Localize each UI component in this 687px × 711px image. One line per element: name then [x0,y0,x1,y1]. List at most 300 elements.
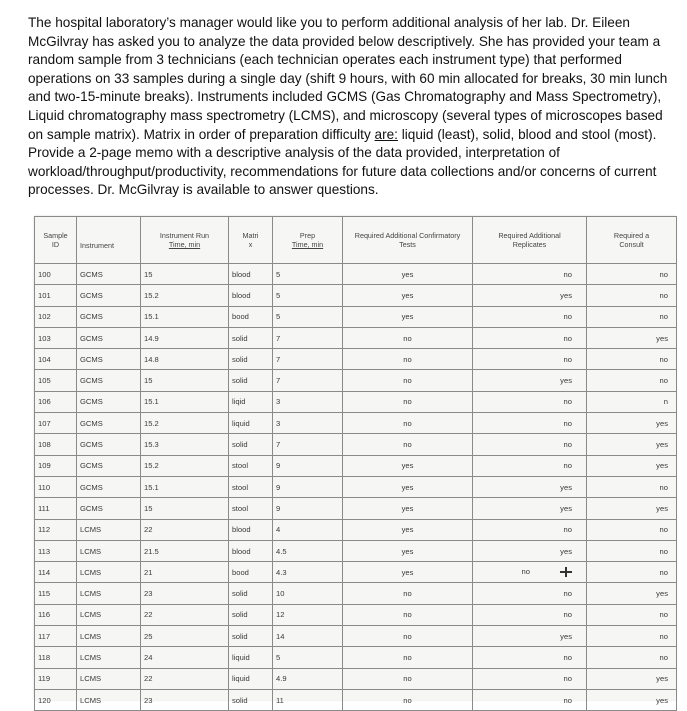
instrument-cell [77,689,141,710]
replicates-value: no [521,567,530,577]
confirmatory-tests-cell [343,434,473,455]
consult-cell [587,540,677,561]
matrix-cell [229,370,273,391]
prep-time-cell [273,264,343,285]
instrument-value: LCMS [80,567,102,577]
instrument-cell [77,264,141,285]
table-row [35,370,677,391]
replicates-value: no [563,333,572,343]
prep-time-value: 5 [276,312,281,322]
instructions-text-part1: The hospital laboratory’s manager would like you to perform additional analysis of her lab. Dr. Eileen McGilvray has asked you to analyze the data provided below descriptively. She has provided your team a random sample from 3 technicians (each technician operates each instrument type) that performed operations on 33 samples during a single day (shift 9 hours, with 60 min allocated for breaks, 30 min lunch and two-15-minute breaks). Instruments included GCMS (Gas Chromatography and Mass Spectrometry), Liquid chromatography mass spectrometry (LCMS), and microscopy (several types of microscopes based on sample matrix). Matrix in order of preparation difficulty [28,15,668,142]
replicates-cell [473,583,587,604]
sample-id-value: 118 [38,652,51,662]
confirmatory-tests-value: yes [401,290,414,300]
prep-time-cell [273,647,343,668]
run-time-cell [141,285,229,306]
table-row [35,306,677,327]
matrix-value: solid [232,376,248,386]
table-row [35,562,677,583]
confirmatory-tests-value: no [403,354,412,364]
instrument-value: LCMS [80,631,102,641]
run-time-cell [141,689,229,710]
matrix-cell [229,668,273,689]
run-time-cell [141,540,229,561]
instrument-value: GCMS [80,397,103,407]
replicates-value: no [563,589,572,599]
instrument-cell [77,349,141,370]
sample-id-value: 111 [38,503,50,513]
matrix-value: blood [232,269,251,279]
matrix-cell [229,689,273,710]
prep-time-value: 5 [276,652,281,662]
consult-value: n [663,397,668,407]
prep-time-cell [273,306,343,327]
prep-time-value: 7 [276,354,281,364]
consult-value: yes [656,674,668,684]
table-row [35,583,677,604]
table-row [35,327,677,348]
replicates-cell [473,626,587,647]
data-table [34,216,677,711]
replicates-cell [473,604,587,625]
sample-id-cell [35,370,77,391]
confirmatory-tests-cell [343,583,473,604]
consult-cell [587,583,677,604]
sample-id-cell [35,604,77,625]
run-time-value: 21.5 [144,546,159,556]
matrix-value: liquid [232,652,250,662]
instrument-value: LCMS [80,589,102,599]
confirmatory-tests-value: yes [401,546,414,556]
run-time-value: 25 [144,631,153,641]
sample-id-cell [35,647,77,668]
consult-value: no [659,567,668,577]
confirmatory-tests-value: no [403,418,412,428]
matrix-value: solid [232,695,248,705]
run-time-cell [141,519,229,540]
confirmatory-tests-value: no [403,674,412,684]
consult-cell [587,391,677,412]
prep-time-cell [273,626,343,647]
matrix-value: liqid [232,397,246,407]
instrument-value: LCMS [80,610,102,620]
confirmatory-tests-value: no [403,333,412,343]
consult-cell [587,519,677,540]
confirmatory-tests-cell [343,413,473,434]
table-row [35,285,677,306]
instrument-cell [77,413,141,434]
replicates-value: no [563,312,572,322]
matrix-cell [229,647,273,668]
consult-cell [587,604,677,625]
instrument-cell [77,476,141,497]
replicates-cell [473,689,587,710]
sample-id-cell [35,306,77,327]
consult-value: no [659,652,668,662]
replicates-value: no [563,674,572,684]
confirmatory-tests-cell [343,647,473,668]
instrument-value: LCMS [80,695,102,705]
run-time-value: 15.1 [144,397,159,407]
replicates-value: no [563,525,572,535]
sample-id-value: 110 [38,482,51,492]
prep-time-cell [273,476,343,497]
consult-cell [587,562,677,583]
replicates-value: no [563,695,572,705]
consult-cell [587,668,677,689]
matrix-cell [229,434,273,455]
run-time-value: 15.2 [144,461,159,471]
confirmatory-tests-cell [343,370,473,391]
replicates-value: no [563,610,572,620]
sample-id-cell [35,285,77,306]
instrument-value: GCMS [80,461,103,471]
consult-value: no [659,610,668,620]
confirmatory-tests-value: yes [401,567,414,577]
table-row [35,413,677,434]
replicates-value: yes [560,631,572,641]
sample-id-cell [35,264,77,285]
instrument-value: GCMS [80,354,103,364]
confirmatory-tests-cell [343,668,473,689]
sample-id-cell [35,519,77,540]
header-prep-time: Prep Time, min [273,217,343,264]
replicates-cell [473,264,587,285]
run-time-value: 15 [144,269,153,279]
sample-id-value: 112 [38,525,51,535]
sample-id-value: 109 [38,461,51,471]
instrument-value: LCMS [80,674,102,684]
sample-id-cell [35,413,77,434]
header-sample-id: Sample ID [35,217,77,264]
matrix-value: stool [232,461,249,471]
prep-time-value: 4 [276,525,281,535]
run-time-cell [141,306,229,327]
run-time-value: 24 [144,652,153,662]
prep-time-value: 9 [276,482,281,492]
run-time-cell [141,583,229,604]
sample-id-cell [35,626,77,647]
consult-value: yes [656,589,668,599]
replicates-cell [473,647,587,668]
instrument-value: GCMS [80,503,103,513]
run-time-cell [141,434,229,455]
instrument-cell [77,626,141,647]
run-time-cell [141,498,229,519]
replicates-value: no [563,440,572,450]
confirmatory-tests-value: yes [401,269,414,279]
confirmatory-tests-cell [343,455,473,476]
instrument-value: GCMS [80,290,103,300]
matrix-value: stool [232,482,249,492]
consult-value: yes [656,503,668,513]
table-row [35,647,677,668]
run-time-value: 15.2 [144,290,159,300]
instrument-cell [77,519,141,540]
sample-id-value: 101 [38,290,51,300]
confirmatory-tests-value: yes [401,312,414,322]
replicates-cell [473,391,587,412]
cursor-crosshair-icon [560,567,572,577]
instructions-text-part2: liquid (least), solid, blood and stool (most). Provide a 2-page memo with a descriptive analysis of the data provided, interpretation of workload/throughput/productivity, recommendations for future data collections and/or concerns of current processes. Dr. McGilvray is available to answer questions. [28,126,657,198]
instrument-cell [77,498,141,519]
confirmatory-tests-value: yes [401,482,414,492]
sample-id-cell [35,668,77,689]
instrument-value: GCMS [80,440,103,450]
instrument-cell [77,668,141,689]
instrument-cell [77,583,141,604]
sample-id-value: 113 [38,546,51,556]
run-time-value: 22 [144,674,153,684]
prep-time-value: 4.9 [276,674,287,684]
confirmatory-tests-cell [343,306,473,327]
header-run-time: Instrument Run Time, min [141,217,229,264]
confirmatory-tests-value: yes [401,503,414,513]
run-time-cell [141,647,229,668]
table-row [35,604,677,625]
header-matrix: Matri x [229,217,273,264]
matrix-cell [229,327,273,348]
prep-time-cell [273,668,343,689]
sample-id-value: 103 [38,333,51,343]
matrix-value: bood [232,312,249,322]
replicates-value: no [563,461,572,471]
replicates-value: yes [560,546,572,556]
header-confirmatory-tests: Required Additional Confirmatory Tests [343,217,473,264]
prep-time-value: 5 [276,290,281,300]
replicates-cell [473,519,587,540]
table-row [35,264,677,285]
prep-time-cell [273,413,343,434]
matrix-cell [229,519,273,540]
prep-time-cell [273,562,343,583]
replicates-cell [473,434,587,455]
replicates-cell [473,668,587,689]
instrument-cell [77,562,141,583]
matrix-value: blood [232,290,251,300]
consult-cell [587,264,677,285]
matrix-value: solid [232,440,248,450]
prep-time-value: 14 [276,631,285,641]
matrix-cell [229,583,273,604]
instrument-value: GCMS [80,312,103,322]
prep-time-cell [273,370,343,391]
confirmatory-tests-value: no [403,589,412,599]
sample-id-cell [35,689,77,710]
confirmatory-tests-cell [343,264,473,285]
sample-id-value: 108 [38,440,51,450]
confirmatory-tests-value: no [403,652,412,662]
table-row [35,349,677,370]
consult-value: no [659,546,668,556]
matrix-value: liquid [232,674,250,684]
header-consult: Required a Consult [587,217,677,264]
matrix-cell [229,498,273,519]
run-time-cell [141,626,229,647]
instrument-cell [77,434,141,455]
confirmatory-tests-value: yes [401,525,414,535]
prep-time-value: 5 [276,269,281,279]
replicates-value: no [563,652,572,662]
sample-id-cell [35,391,77,412]
instrument-cell [77,285,141,306]
consult-cell [587,434,677,455]
matrix-cell [229,264,273,285]
instrument-cell [77,306,141,327]
replicates-value: no [563,397,572,407]
instrument-value: GCMS [80,376,103,386]
replicates-value: no [563,354,572,364]
replicates-value: yes [560,503,572,513]
run-time-value: 15.3 [144,440,159,450]
table-row [35,689,677,710]
confirmatory-tests-cell [343,391,473,412]
consult-value: yes [656,333,668,343]
consult-value: yes [656,418,668,428]
matrix-value: bood [232,567,249,577]
matrix-cell [229,306,273,327]
instructions-paragraph [28,14,668,200]
consult-value: yes [656,695,668,705]
run-time-cell [141,349,229,370]
prep-time-value: 3 [276,418,281,428]
confirmatory-tests-cell [343,604,473,625]
replicates-value: no [563,418,572,428]
sample-id-cell [35,498,77,519]
run-time-value: 15.1 [144,312,159,322]
instructions-underlined-word: are: [374,126,398,142]
table-row [35,519,677,540]
replicates-value: yes [560,376,572,386]
prep-time-value: 9 [276,503,281,513]
run-time-cell [141,264,229,285]
confirmatory-tests-cell [343,626,473,647]
replicates-cell [473,476,587,497]
sample-id-value: 100 [38,269,51,279]
run-time-value: 14.9 [144,333,159,343]
replicates-cell [473,498,587,519]
prep-time-cell [273,285,343,306]
header-row [35,217,677,264]
replicates-cell [473,455,587,476]
sample-id-value: 115 [38,589,51,599]
confirmatory-tests-cell [343,689,473,710]
sample-id-value: 114 [38,567,51,577]
instrument-value: GCMS [80,418,103,428]
matrix-cell [229,562,273,583]
consult-cell [587,349,677,370]
matrix-value: solid [232,589,248,599]
header-replicates: Required Additional Replicates [473,217,587,264]
confirmatory-tests-cell [343,540,473,561]
prep-time-value: 7 [276,333,281,343]
instrument-cell [77,370,141,391]
replicates-cell [473,349,587,370]
confirmatory-tests-cell [343,498,473,519]
run-time-cell [141,604,229,625]
prep-time-value: 11 [276,695,284,705]
consult-cell [587,498,677,519]
matrix-cell [229,604,273,625]
replicates-cell [473,285,587,306]
instrument-cell [77,391,141,412]
run-time-cell [141,455,229,476]
instrument-cell [77,540,141,561]
matrix-cell [229,455,273,476]
confirmatory-tests-value: no [403,610,412,620]
prep-time-cell [273,498,343,519]
sample-id-value: 119 [38,674,51,684]
confirmatory-tests-cell [343,519,473,540]
prep-time-cell [273,583,343,604]
prep-time-cell [273,349,343,370]
instrument-cell [77,647,141,668]
instrument-cell [77,604,141,625]
table-row [35,498,677,519]
run-time-value: 15.1 [144,482,159,492]
prep-time-cell [273,391,343,412]
prep-time-value: 4.3 [276,567,287,577]
sample-id-cell [35,349,77,370]
table-row [35,434,677,455]
sample-id-value: 105 [38,376,51,386]
confirmatory-tests-cell [343,476,473,497]
prep-time-cell [273,455,343,476]
prep-time-cell [273,434,343,455]
table-row [35,455,677,476]
matrix-cell [229,413,273,434]
sample-id-cell [35,327,77,348]
spreadsheet-photo [34,216,676,705]
consult-value: no [659,525,668,535]
prep-time-cell [273,540,343,561]
consult-value: no [659,269,668,279]
run-time-value: 15 [144,376,153,386]
matrix-cell [229,349,273,370]
header-instrument: Instrument [77,217,141,264]
instrument-value: GCMS [80,269,103,279]
consult-cell [587,476,677,497]
matrix-value: stool [232,503,249,513]
consult-value: no [659,631,668,641]
run-time-cell [141,391,229,412]
table-body [35,264,677,711]
sample-id-value: 106 [38,397,51,407]
instrument-value: GCMS [80,333,103,343]
run-time-cell [141,413,229,434]
prep-time-value: 10 [276,589,285,599]
run-time-value: 21 [144,567,153,577]
sample-id-value: 120 [38,695,51,705]
matrix-value: solid [232,610,248,620]
sample-id-cell [35,476,77,497]
run-time-value: 23 [144,589,153,599]
instrument-value: LCMS [80,546,102,556]
sample-id-cell [35,434,77,455]
sample-id-cell [35,455,77,476]
confirmatory-tests-value: yes [401,461,414,471]
matrix-cell [229,285,273,306]
instrument-cell [77,327,141,348]
matrix-cell [229,540,273,561]
run-time-value: 23 [144,695,153,705]
consult-cell [587,306,677,327]
consult-cell [587,327,677,348]
consult-cell [587,455,677,476]
confirmatory-tests-value: no [403,376,412,386]
run-time-cell [141,370,229,391]
sample-id-value: 107 [38,418,51,428]
